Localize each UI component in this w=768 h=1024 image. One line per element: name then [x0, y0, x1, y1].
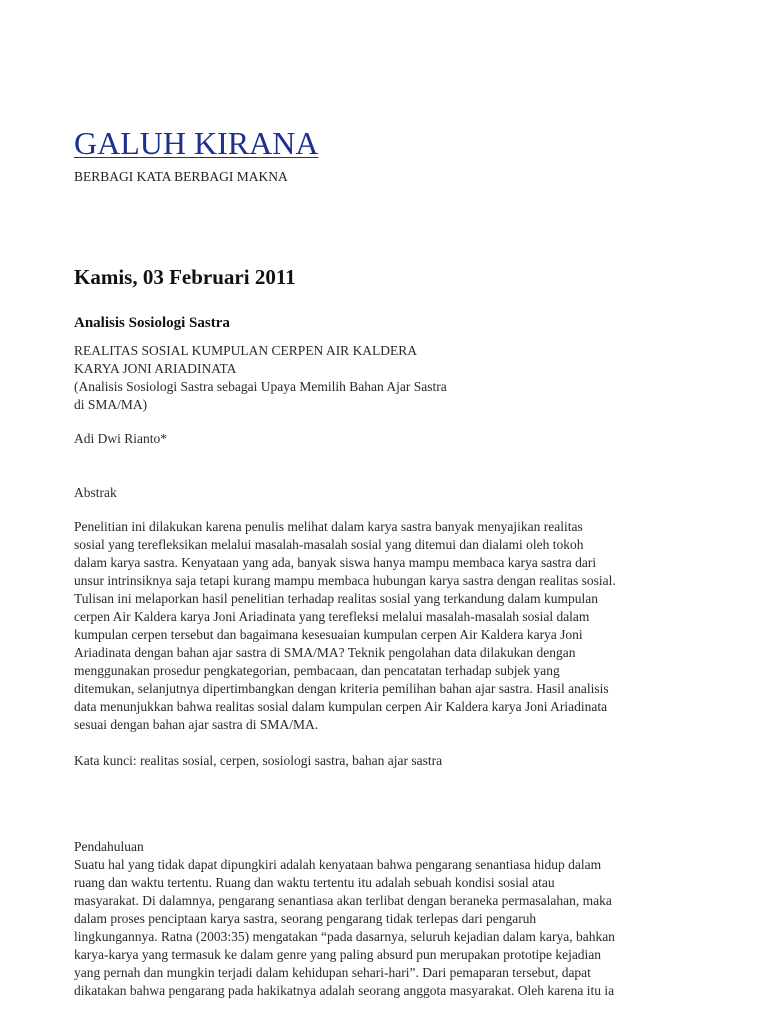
blog-description: BERBAGI KATA BERBAGI MAKNA — [74, 169, 288, 184]
abstract-line: unsur intrinsiknya saja tetapi kurang mampu membaca hubungan karya sastra dengan realitas sosial. — [74, 573, 616, 588]
intro-line: karya-karya yang termasuk ke dalam genre yang paling absurd pun merupakan prototipe kejadian — [74, 947, 602, 962]
abstract-paragraph — [74, 518, 704, 734]
post-author: Adi Dwi Rianto* — [74, 431, 167, 446]
abstract-line: dalam karya sastra. Kenyataan yang ada, banyak siswa hanya mampu membaca karya sastra dari — [74, 555, 597, 570]
intro-line: masyarakat. Di dalamnya, pengarang senantiasa akan terlibat dengan beraneka permasalahan, maka — [74, 893, 612, 908]
abstract-line: sosial yang terefleksikan melalui masalah-masalah sosial yang ditemui dan dialami oleh tokoh — [74, 537, 584, 552]
heading-line: di SMA/MA) — [74, 397, 148, 412]
intro-line: dalam proses penciptaan karya sastra, seorang pengarang tidak terlepas dari pengaruh — [74, 911, 537, 926]
abstract-line: ditemukan, selanjutnya dipertimbangkan dengan kriteria pemilihan bahan ajar sastra. Hasil analisis — [74, 681, 609, 696]
heading-line: REALITAS SOSIAL KUMPULAN CERPEN AIR KALDERA — [74, 343, 418, 358]
abstract-line: sesuai dengan bahan ajar sastra di SMA/MA. — [74, 717, 319, 732]
intro-line: dikatakan bahwa pengarang pada hakikatnya adalah seorang anggota masyarakat. Oleh karena itu ia — [74, 983, 615, 998]
abstract-line: Penelitian ini dilakukan karena penulis melihat dalam karya sastra banyak menyajikan realitas — [74, 519, 583, 534]
blog-title-link[interactable]: GALUH KIRANA — [74, 125, 319, 161]
abstract-line: Ariadinata dengan bahan ajar sastra di SMA/MA? Teknik pengolahan data dilakukan dengan — [74, 645, 576, 660]
heading-line: (Analisis Sosiologi Sastra sebagai Upaya Memilih Bahan Ajar Sastra — [74, 379, 447, 394]
post-date-header: Kamis, 03 Februari 2011 — [74, 265, 296, 289]
intro-line: yang pernah dan mungkin terjadi dalam kehidupan sehari-hari”. Dari pemaparan tersebut, dapat — [74, 965, 591, 980]
abstract-line: cerpen Air Kaldera karya Joni Ariadinata yang terefleksi melalui masalah-masalah sosial dalam — [74, 609, 590, 624]
intro-line: lingkungannya. Ratna (2003:35) mengatakan “pada dasarnya, seluruh kejadian dalam karya, bahkan — [74, 929, 615, 944]
abstract-heading: Abstrak — [74, 485, 117, 500]
intro-heading: Pendahuluan — [74, 839, 144, 854]
post-title: Analisis Sosiologi Sastra — [74, 315, 230, 331]
abstract-line: menggunakan prosedur pengkategorian, pembacaan, dan pencatatan terhadap subjek yang — [74, 663, 560, 678]
intro-line: Suatu hal yang tidak dapat dipungkiri adalah kenyataan bahwa pengarang senantiasa hidup dalam — [74, 857, 602, 872]
keywords-line: Kata kunci: realitas sosial, cerpen, sosiologi sastra, bahan ajar sastra — [74, 753, 443, 768]
abstract-line: kumpulan cerpen tersebut dan bagaimana kesesuaian kumpulan cerpen Air Kaldera karya Joni — [74, 627, 583, 642]
intro-section — [74, 838, 704, 1000]
heading-line: KARYA JONI ARIADINATA — [74, 361, 237, 376]
abstract-line: Tulisan ini melaporkan hasil penelitian terhadap realitas sosial yang terkandung dalam kumpulan — [74, 591, 598, 606]
intro-line: ruang dan waktu tertentu. Ruang dan waktu tertentu itu adalah sebuah kondisi sosial atau — [74, 875, 555, 890]
post-heading-block — [74, 342, 704, 414]
abstract-line: data menunjukkan bahwa realitas sosial dalam kumpulan cerpen Air Kaldera karya Joni Ariadinata — [74, 699, 608, 714]
